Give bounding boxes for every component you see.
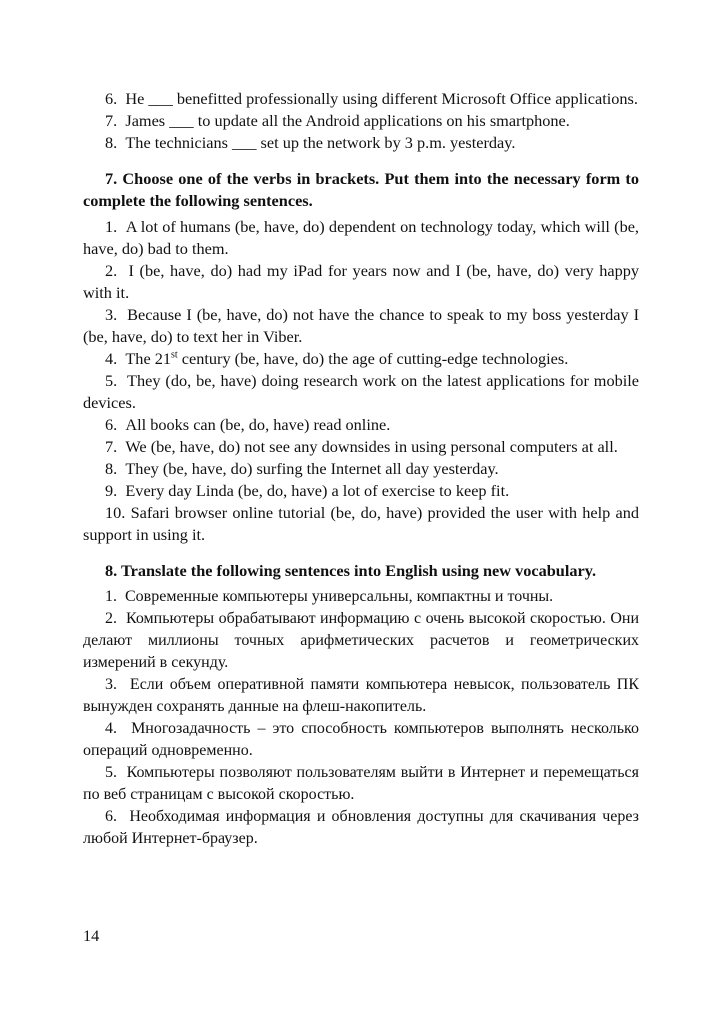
list-item [83, 608, 639, 674]
exercise-heading: 8. Translate the following sentences into English using new vocabulary. [105, 561, 597, 580]
item-number: 9. [105, 481, 118, 500]
item-number: 5. [105, 371, 118, 390]
page-content [83, 88, 639, 850]
list-item [83, 348, 639, 370]
exercise-7 [83, 168, 639, 546]
item-text: They (do, be, have) doing research work on the latest applications for mobile devices. [83, 371, 639, 412]
ordinal-superscript: st [171, 349, 178, 361]
list-item [83, 88, 639, 110]
item-number: 4. [105, 720, 117, 737]
item-text: I (be, have, do) had my iPad for years now and I (be, have, do) very happy with it. [83, 261, 640, 302]
item-text: We (be, have, do) not see any downsides in using personal computers at all. [125, 437, 618, 456]
list-item [83, 718, 639, 762]
item-text: They (be, have, do) surfing the Internet all day yesterday. [125, 459, 499, 478]
exercise-8 [83, 560, 639, 850]
item-text: Необходимая информация и обновления доступны для скачивания через любой Интернет-браузер. [83, 808, 640, 847]
list-item [83, 132, 639, 154]
list-item [83, 762, 639, 806]
item-text: James ___ to update all the Android applications on his smartphone. [125, 111, 570, 130]
item-text: century (be, have, do) the age of cutting-edge technologies. [177, 349, 569, 368]
item-number: 3. [105, 676, 117, 693]
item-number: 10. [105, 503, 126, 522]
item-text: Если объем оперативной памяти компьютера невысок, пользователь ПК вынужден сохранять данные на флеш-накопитель. [83, 676, 639, 715]
item-number: 4. [105, 349, 118, 368]
item-number: 8. [105, 459, 118, 478]
item-text: A lot of humans (be, have, do) dependent on technology today, which will (be, have, do) bad to them. [83, 217, 640, 258]
item-text: The technicians ___ set up the network by 3 p.m. yesterday. [125, 133, 516, 152]
item-number: 8. [105, 133, 118, 152]
item-text: Компьютеры позволяют пользователям выйти в Интернет и перемещаться по веб страницам с высокой скоростью. [83, 764, 640, 803]
list-item [83, 436, 639, 458]
item-number: 2. [105, 610, 117, 627]
list-item [83, 458, 639, 480]
item-number: 7. [105, 437, 118, 456]
item-text: Многозадачность – это способность компьютеров выполнять несколько операций одновременно. [83, 720, 640, 759]
list-item [83, 304, 639, 348]
item-number: 7. [105, 111, 118, 130]
list-item [83, 806, 639, 850]
item-text: Because I (be, have, do) not have the chance to speak to my boss yesterday I (be, have, do) to text her in Viber. [83, 305, 639, 346]
item-text: Компьютеры обрабатывают информацию с очень высокой скоростью. Они делают миллионы точных арифметических расчетов и геометрических измерений в секунду. [83, 610, 640, 671]
item-text: All books can (be, do, have) read online. [125, 415, 391, 434]
item-number: 6. [105, 415, 118, 434]
item-text: Safari browser online tutorial (be, do, have) provided the user with help and support in using it. [83, 503, 640, 544]
list-item [83, 674, 639, 718]
list-item [83, 216, 639, 260]
item-number: 6. [105, 89, 118, 108]
item-number: 2. [105, 261, 118, 280]
item-text: He ___ benefitted professionally using different Microsoft Office applications. [125, 89, 638, 108]
page-number: 14 [83, 926, 100, 945]
item-text: Every day Linda (be, do, have) a lot of exercise to keep fit. [125, 481, 510, 500]
item-text: The 21 [125, 349, 172, 368]
item-number: 5. [105, 764, 117, 781]
item-number: 1. [105, 217, 118, 236]
list-item [83, 586, 639, 608]
list-item [83, 370, 639, 414]
item-number: 3. [105, 305, 118, 324]
item-text: Современные компьютеры универсальны, компактны и точны. [125, 588, 554, 605]
list-item [83, 260, 639, 304]
list-item [83, 502, 639, 546]
list-item [83, 414, 639, 436]
list-item [83, 480, 639, 502]
exercise-6-tail [83, 88, 639, 154]
item-number: 6. [105, 808, 117, 825]
exercise-heading: 7. Choose one of the verbs in brackets. Put them into the necessary form to complete the following sentences. [83, 169, 639, 210]
list-item [83, 110, 639, 132]
item-number: 1. [105, 588, 117, 605]
